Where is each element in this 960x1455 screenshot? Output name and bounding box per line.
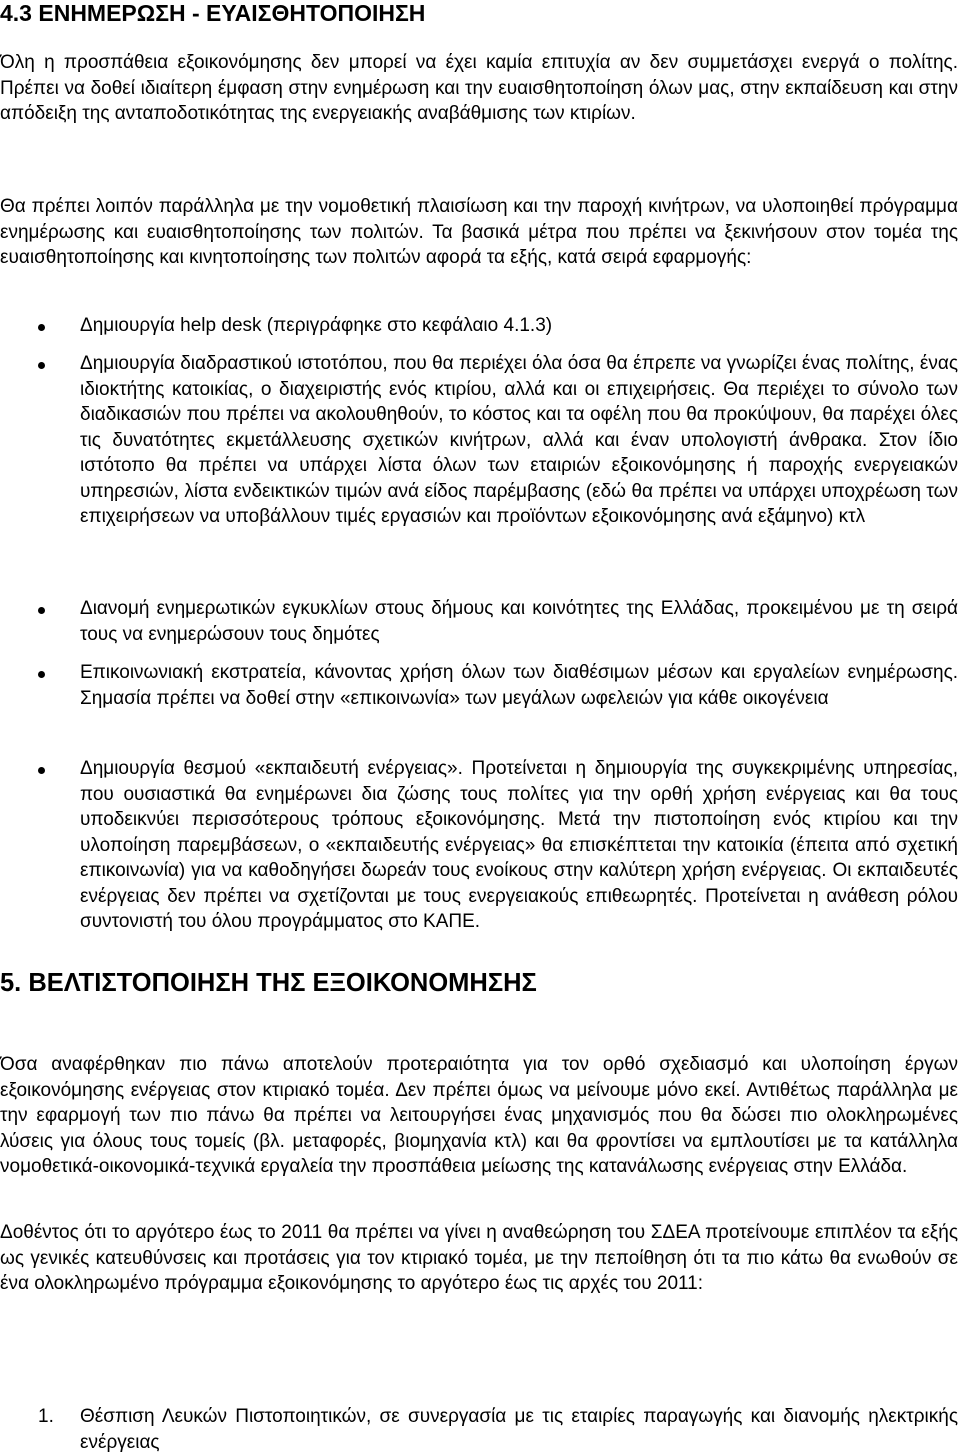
list-item-text: Επικοινωνιακή εκστρατεία, κάνοντας χρήση όλων των διαθέσιμων μέσων και εργαλείων ενημέρωσης. Σημασία πρέπει να δοθεί στην «επικοινωνία» των μεγάλων ωφελειών για κάθε οικογένεια xyxy=(80,662,958,709)
chapter-heading: 5. ΒΕΛΤΙΣΤΟΠΟΙΗΣΗ ΤΗΣ ΕΞΟΙΚΟΝΟΜΗΣΗΣ xyxy=(0,969,537,997)
bullet-icon xyxy=(38,324,45,331)
section-heading: 4.3 ΕΝΗΜΕΡΩΣΗ - ΕΥΑΙΣΘΗΤΟΠΟΙΗΣΗ xyxy=(0,0,426,26)
intro-paragraph: Όλη η προσπάθεια εξοικονόμησης δεν μπορεί να έχει καμία επιτυχία αν δεν συμμετάσχει ενεργά ο πολίτης. Πρέπει να δοθεί ιδιαίτερη έμφαση στην ενημέρωση και την ευαισθητοποίηση όλων μας, στην εκπαίδευση και στην απόδειξη της ανταποδοτικότητας της ενεργειακής αναβάθμισης των κτιρίων. xyxy=(0,52,958,124)
bullet-icon xyxy=(38,671,45,678)
numbered-list-text: Θέσπιση Λευκών Πιστοποιητικών, σε συνεργασία με τις εταιρίες παραγωγής και διανομής ηλεκτρικής ενέργειας xyxy=(80,1406,958,1453)
list-item-text: Δημιουργία διαδραστικού ιστοτόπου, που θα περιέχει όλα όσα θα έπρεπε να γνωρίζει ένας πολίτης, ένας ιδιοκτήτης κατοικίας, ο διαχειριστής ενός κτιρίου, αλλά και οι επιχειρήσεις. Θα περιέχει το σύνολο των διαδικασιών που πρέπει να ακολουθηθούν, το κόστος και τα οφέλη που θα προκύψουν, θα παρέχει όλες τις δυνατότητες εκμετάλλευσης σχετικών κινήτρων, αλλά και έναν υπολογιστή άνθρακα. Στον ίδιο ιστότοπο θα πρέπει να υπάρχει λίστα όλων των εταιριών εξοικονόμησης ή παροχής ενεργειακών υπηρεσιών, λίστα ενδεικτικών τιμών ανά είδος παρέμβασης (εδώ θα πρέπει να υπάρχει υποχρέωση των επιχειρήσεων να υποβάλλουν τιμές εργασιών και προϊόντων εξοικονόμησης ανά εξάμηνο) κτλ xyxy=(80,353,958,527)
bullet-icon xyxy=(38,607,45,614)
list-item-text: Δημιουργία help desk (περιγράφηκε στο κεφάλαιο 4.1.3) xyxy=(80,315,553,336)
bullet-icon xyxy=(38,767,45,774)
list-item-text: Δημιουργία θεσμού «εκπαιδευτή ενέργειας». Προτείνεται η δημιουργία της συγκεκριμένης υπηρεσίας, που ουσιαστικά θα ενημέρωνει δια ζώσης τους πολίτες για την ορθή χρήση ενέργειας και θα τους υποδεικνύει περισσότερους τρόπους εξοικονόμησης. Μετά την πιστοποίηση ενός κτιρίου και την υλοποίηση παρεμβάσεων, ο «εκπαιδευτής ενέργειας» θα επισκέπτεται την κατοικία (έπειτα από σχετική επικοινωνία) για να καθοδηγήσει δωρεάν τους ενοίκους στην καλύτερη χρήση ενέργειας. Οι εκπαιδευτές ενέργειας δεν πρέπει να σχετίζονται με τους ενεργειακούς επιθεωρητές. Προτείνεται η ανάθεση ρόλου συντονιστή του όλου προγράμματος στο ΚΑΠΕ. xyxy=(80,758,958,932)
bullet-icon xyxy=(38,362,45,369)
list-number: 1. xyxy=(38,1406,54,1427)
chapter-paragraph-2: Δοθέντος ότι το αργότερο έως το 2011 θα πρέπει να γίνει η αναθεώρηση του ΣΔΕΑ προτείνουμε επιπλέον τα εξής ως γενικές κατευθύνσεις και προτάσεις για τον κτιριακό τομέα, με την πεποίθηση ότι τα πιο κάτω θα ενωθούν σε ένα ολοκληρωμένο πρόγραμμα εξοικονόμησης το αργότερο έως τις αρχές του 2011: xyxy=(0,1222,958,1294)
measures-paragraph: Θα πρέπει λοιπόν παράλληλα με την νομοθετική πλαισίωση και την παροχή κινήτρων, να υλοποιηθεί πρόγραμμα ενημέρωσης και ευαισθητοποίησης των πολιτών. Τα βασικά μέτρα που πρέπει να ξεκινήσουν στον τομέα της ευαισθητοποίησης και κινητοποίησης των πολιτών αφορά τα εξής, κατά σειρά εφαρμογής: xyxy=(0,196,958,268)
list-item-text: Διανομή ενημερωτικών εγκυκλίων στους δήμους και κοινότητες της Ελλάδας, προκειμένου με τη σειρά τους να ενημερώσουν τους δημότες xyxy=(80,598,958,645)
chapter-paragraph-1: Όσα αναφέρθηκαν πιο πάνω αποτελούν προτεραιότητα για τον ορθό σχεδιασμό και υλοποίηση έργων εξοικονόμησης ενέργειας στον κτιριακό τομέα. Δεν πρέπει όμως να μείνουμε μόνο εκεί. Αντιθέτως παράλληλα με την εφαρμογή των πιο πάνω θα πρέπει να λειτουργήσει ένας μηχανισμός που θα δώσει πιο ολοκληρωμένες λύσεις για όλους τους τομείς (βλ. μεταφορές, βιομηχανία κτλ) και θα φροντίσει να εμπλουτίσει με τα κατάλληλα νομοθετικά-οικονομικά-τεχνικά εργαλεία την προσπάθεια μείωσης της κατανάλωσης ενέργειας στην Ελλάδα. xyxy=(0,1054,958,1177)
